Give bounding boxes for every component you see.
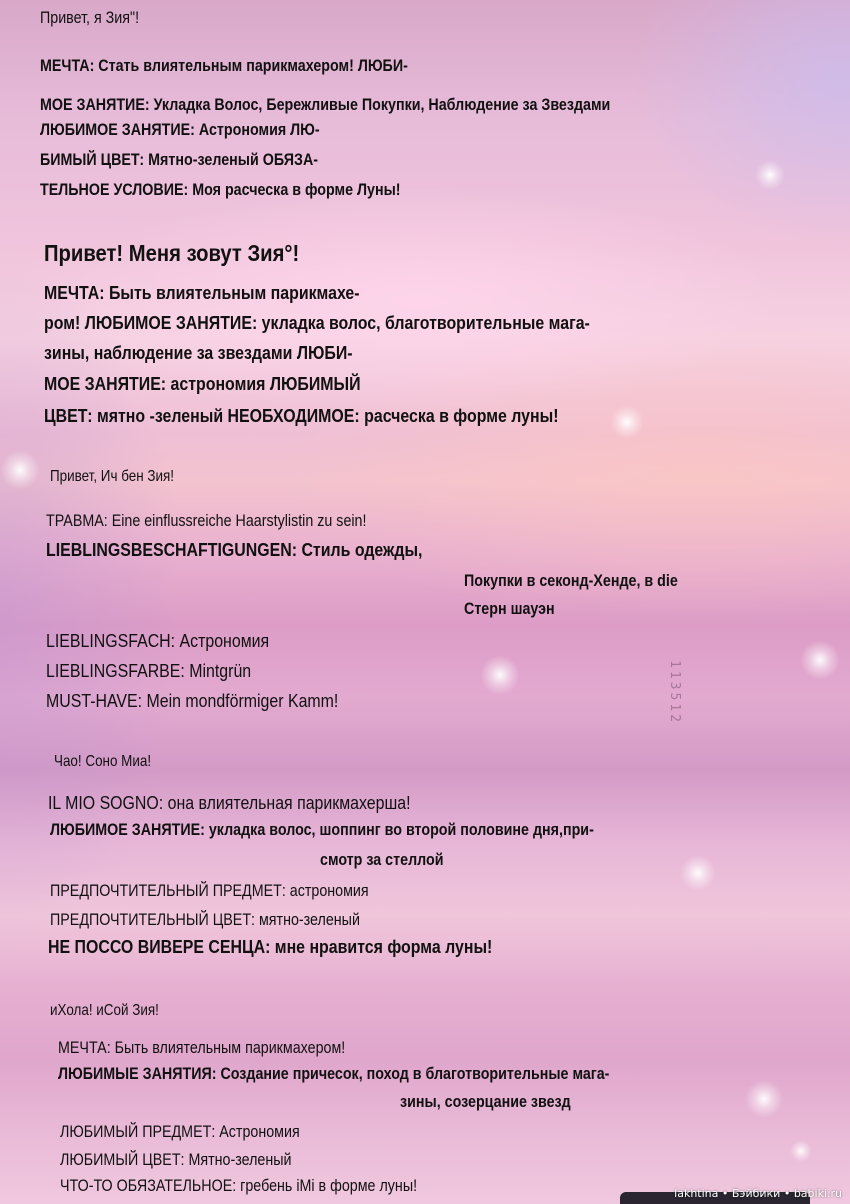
profile-line: зины, наблюдение за звездами ЛЮБИ- bbox=[44, 342, 353, 363]
profile-line: ПРЕДПОЧТИТЕЛЬНЫЙ ПРЕДМЕТ: астрономия bbox=[50, 881, 369, 900]
section-greeting: Чао! Соно Миа! bbox=[54, 753, 152, 770]
profile-line: LIEBLINGSFARBE: Mintgrün bbox=[46, 660, 252, 681]
section-greeting: Привет, я Зия"! bbox=[40, 8, 140, 27]
profile-line: Покупки в секонд-Хенде, в die bbox=[464, 571, 678, 590]
profile-line: МОЕ ЗАНЯТИЕ: Укладка Волос, Бережливые Покупки, Наблюдение за Звездами bbox=[40, 95, 611, 114]
batch-code-stamp: 113512 bbox=[667, 660, 682, 725]
profile-line: ЛЮБИМЫЙ ПРЕДМЕТ: Астрономия bbox=[60, 1122, 300, 1141]
watermark: lakhtina • Бэйбики • babiki.ru bbox=[674, 1187, 842, 1200]
profile-line: ЧТО-ТО ОБЯЗАТЕЛЬНОЕ: гребень iMi в форме луны! bbox=[60, 1176, 418, 1195]
profile-line: зины, созерцание звезд bbox=[400, 1092, 571, 1111]
sparkle-decoration bbox=[680, 855, 716, 891]
profile-line: LIEBLINGSFACH: Астрономия bbox=[46, 630, 270, 651]
sparkle-decoration bbox=[745, 1080, 783, 1118]
section-greeting: Привет! Меня зовут Зия°! bbox=[44, 240, 300, 266]
sparkle-decoration bbox=[480, 655, 520, 695]
profile-line: МЕЧТА: Быть влиятельным парикмахером! bbox=[58, 1038, 346, 1057]
profile-line: ЛЮБИМОЕ ЗАНЯТИЕ: Астрономия ЛЮ- bbox=[40, 120, 320, 139]
sparkle-decoration bbox=[755, 160, 785, 190]
sparkle-decoration bbox=[800, 640, 840, 680]
profile-line: ТРАВМА: Eine einflussreiche Haarstylistin zu sein! bbox=[46, 511, 367, 530]
section-greeting: Привет, Ич бен Зия! bbox=[50, 468, 175, 485]
profile-line: LIEBLINGSBESCHAFTIGUNGEN: Стиль одежды, bbox=[46, 539, 423, 560]
profile-line: ТЕЛЬНОЕ УСЛОВИЕ: Моя расческа в форме Луны! bbox=[40, 180, 401, 199]
profile-line: ЛЮБИМОЕ ЗАНЯТИЕ: укладка волос, шоппинг во второй половине дня,при- bbox=[50, 820, 594, 839]
profile-line: смотр за стеллой bbox=[320, 850, 444, 869]
sparkle-decoration bbox=[790, 1140, 812, 1162]
profile-line: МЕЧТА: Стать влиятельным парикмахером! ЛЮБИ- bbox=[40, 56, 408, 75]
profile-line: ПРЕДПОЧТИТЕЛЬНЫЙ ЦВЕТ: мятно-зеленый bbox=[50, 910, 360, 929]
sparkle-decoration bbox=[0, 450, 40, 490]
profile-line: МОЕ ЗАНЯТИЕ: астрономия ЛЮБИМЫЙ bbox=[44, 373, 361, 394]
profile-line: ЛЮБИМЫЕ ЗАНЯТИЯ: Создание причесок, поход в благотворительные мага- bbox=[58, 1064, 610, 1083]
profile-line: ЛЮБИМЫЙ ЦВЕТ: Мятно-зеленый bbox=[60, 1150, 292, 1169]
profile-line: ром! ЛЮБИМОЕ ЗАНЯТИЕ: укладка волос, благотворительные мага- bbox=[44, 312, 590, 333]
profile-line: IL MIO SOGNO: она влиятельная парикмахерша! bbox=[48, 792, 411, 813]
profile-line: ЦВЕТ: мятно -зеленый НЕОБХОДИМОЕ: расческа в форме луны! bbox=[44, 405, 559, 426]
profile-line: Стерн шауэн bbox=[464, 599, 555, 618]
section-greeting: иХола! иСой Зия! bbox=[50, 1002, 159, 1019]
profile-line: MUST-HAVE: Mein mondförmiger Kamm! bbox=[46, 690, 339, 711]
profile-line: БИМЫЙ ЦВЕТ: Мятно-зеленый ОБЯЗА- bbox=[40, 150, 319, 169]
profile-line: НЕ ПОССО ВИВЕРЕ СЕНЦА: мне нравится форма луны! bbox=[48, 936, 493, 957]
sparkle-decoration bbox=[610, 405, 644, 439]
profile-line: МЕЧТА: Быть влиятельным парикмахе- bbox=[44, 282, 360, 303]
